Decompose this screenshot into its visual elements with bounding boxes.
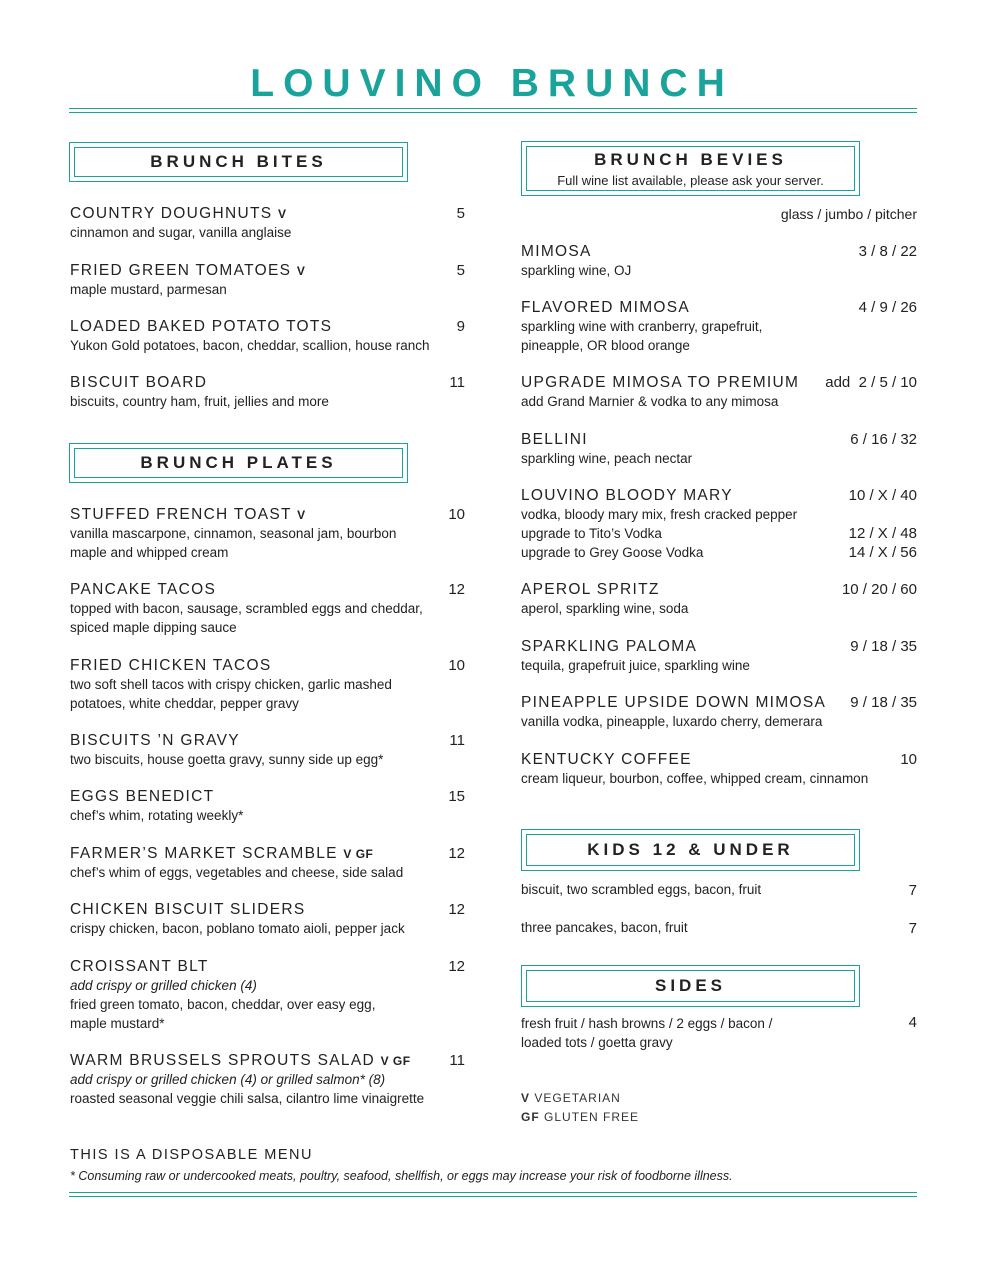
item-name: SPARKLING PALOMA [521,638,698,655]
item-price: 5 [456,205,465,222]
menu-item [70,581,423,637]
brunch-bevies-title: BRUNCH BEVIES [594,149,787,169]
item-price: 4 / 9 / 26 [858,299,917,316]
legend-code: GF [521,1110,540,1124]
item-name: CHICKEN BISCUIT SLIDERS [70,901,306,918]
footer-rule-top [69,1192,917,1193]
item-name: LOADED BAKED POTATO TOTS [70,318,333,335]
item-desc: two soft shell tacos with crispy chicken, garlic mashed [70,677,392,692]
drink-item [521,751,868,788]
title-rule-top [69,108,917,109]
item-name: WARM BRUSSELS SPROUTS SALAD [70,1052,375,1069]
item-price: 12 [448,845,465,862]
item-price: add 2 / 5 / 10 [825,374,917,391]
item-desc: fried green tomato, bacon, cheddar, over easy egg, [70,997,376,1012]
item-name: APEROL SPRITZ [521,581,660,598]
item-price: 9 [456,318,465,335]
item-price: 3 / 8 / 22 [858,243,917,260]
sides-header [521,965,860,1007]
menu-item [70,958,375,1033]
item-desc: chef’s whim, rotating weekly* [70,808,244,823]
item-price: 11 [449,732,465,749]
item-desc: sparkling wine, peach nectar [521,451,693,466]
menu-item [70,318,430,355]
item-name: UPGRADE MIMOSA TO PREMIUM [521,374,800,391]
legend-label: VEGETARIAN [534,1091,621,1105]
item-price: 15 [448,788,465,805]
item-price: 5 [456,262,465,279]
item-price: 9 / 18 / 35 [850,694,917,711]
item-name: BISCUIT BOARD [70,374,208,391]
item-desc: vanilla mascarpone, cinnamon, seasonal jam, bourbon [70,526,397,541]
menu-item [70,1052,424,1108]
item-name: EGGS BENEDICT [70,788,215,805]
kids-header [521,829,860,871]
item-desc: topped with bacon, sausage, scrambled eggs and cheddar, [70,601,423,616]
menu-item [70,901,405,938]
drink-item [521,487,797,562]
size-header: glass / jumbo / pitcher [780,206,917,222]
item-price: 10 / 20 / 60 [841,581,917,598]
kids-title: KIDS 12 & UNDER [587,840,794,859]
drink-item [521,243,631,280]
legend-label: GLUTEN FREE [544,1110,640,1124]
legend-vegetarian [521,1091,621,1105]
item-desc: cinnamon and sugar, vanilla anglaise [70,225,292,240]
menu-item [70,845,403,882]
item-desc: maple mustard* [70,1016,165,1031]
diet-tag: V [277,207,287,221]
item-desc: spiced maple dipping sauce [70,620,237,635]
item-name: CROISSANT BLT [70,958,209,975]
item-name: STUFFED FRENCH TOAST [70,506,292,523]
item-name: MIMOSA [521,243,592,260]
item-name: PANCAKE TACOS [70,581,217,598]
item-price: 6 / 16 / 32 [850,431,917,448]
sides-item [521,1014,772,1052]
diet-tag: V [296,264,306,278]
item-desc: roasted seasonal veggie chili salsa, cilantro lime vinaigrette [70,1091,425,1106]
food-safety-note: * Consuming raw or undercooked meats, poultry, seafood, shellfish, or eggs may increase your risk of foodborne illness. [70,1169,733,1183]
kids-item-price: 7 [908,920,917,937]
brunch-bevies-header [521,141,860,196]
item-name: BISCUITS ’N GRAVY [70,732,240,749]
item-desc: vodka, bloody mary mix, fresh cracked pepper [521,507,798,522]
footer-rule-bottom [69,1196,917,1197]
item-price: 11 [449,374,465,391]
brunch-plates-title: BRUNCH PLATES [140,453,337,472]
menu-item [70,506,396,562]
item-desc: sparkling wine, OJ [521,263,632,278]
menu-item [70,262,305,299]
item-name: FLAVORED MIMOSA [521,299,691,316]
item-desc: two biscuits, house goetta gravy, sunny side up egg* [70,752,384,767]
item-name: FRIED GREEN TOMATOES [70,262,292,279]
sides-desc: loaded tots / goetta gravy [521,1035,673,1050]
drink-item [521,299,762,355]
item-desc: aperol, sparkling wine, soda [521,601,689,616]
upgrade-label: upgrade to Tito’s Vodka [521,526,662,541]
legend-gluten-free [521,1110,639,1124]
item-desc: sparkling wine with cranberry, grapefruit, [521,319,763,334]
item-name: KENTUCKY COFFEE [521,751,692,768]
title-rule-bottom [69,112,917,113]
wine-list-note: Full wine list available, please ask your server. [557,172,824,188]
item-name: LOUVINO BLOODY MARY [521,487,733,504]
item-price: 12 [448,958,465,975]
upgrade-price: 12 / X / 48 [848,525,917,542]
item-desc: chef’s whim of eggs, vegetables and cheese, side salad [70,865,404,880]
item-desc: pineapple, OR blood orange [521,338,690,353]
item-addon: add crispy or grilled chicken (4) [70,978,257,993]
menu-item [70,732,383,769]
item-price: 10 [900,751,917,768]
item-price: 10 / X / 40 [848,487,917,504]
item-name: BELLINI [521,431,588,448]
kids-item-desc: three pancakes, bacon, fruit [521,920,688,935]
item-price: 12 [448,901,465,918]
upgrade-label: upgrade to Grey Goose Vodka [521,545,704,560]
item-desc: maple and whipped cream [70,545,229,560]
menu-item [70,788,243,825]
item-name: FARMER’S MARKET SCRAMBLE [70,845,338,862]
item-name: COUNTRY DOUGHNUTS [70,205,273,222]
drink-item [521,581,688,618]
item-price: 10 [448,506,465,523]
drink-item [521,431,692,468]
brunch-bites-title: BRUNCH BITES [150,152,327,171]
sides-desc: fresh fruit / hash browns / 2 eggs / bacon / [521,1016,773,1031]
sides-title: SIDES [654,976,727,995]
diet-tag: V [297,508,306,522]
item-name: PINEAPPLE UPSIDE DOWN MIMOSA [521,694,827,711]
sides-price: 4 [908,1014,917,1031]
menu-item [70,657,392,713]
item-desc: cream liqueur, bourbon, coffee, whipped cream, cinnamon [521,771,869,786]
upgrade-price: 14 / X / 56 [848,544,917,561]
item-price: 12 [448,581,465,598]
diet-tag: V GF [343,847,374,861]
item-desc: Yukon Gold potatoes, bacon, cheddar, scallion, house ranch [70,338,430,353]
kids-item-price: 7 [908,882,917,899]
item-desc: potatoes, white cheddar, pepper gravy [70,696,299,711]
item-addon: add crispy or grilled chicken (4) or grilled salmon* (8) [70,1072,386,1087]
drink-item [521,694,826,731]
menu-item [70,205,291,242]
menu-title: LOUVINO BRUNCH [250,62,734,105]
brunch-bites-header [69,142,408,182]
item-price: 9 / 18 / 35 [850,638,917,655]
item-desc: biscuits, country ham, fruit, jellies and more [70,394,329,409]
menu-item [70,374,329,411]
item-price: 10 [448,657,465,674]
disposable-menu-note: THIS IS A DISPOSABLE MENU [70,1147,313,1163]
diet-tag: V GF [380,1054,411,1068]
drink-item [521,638,750,675]
brunch-plates-header [69,443,408,483]
item-price: 11 [449,1052,465,1069]
item-desc: tequila, grapefruit juice, sparkling wine [521,658,750,673]
item-desc: maple mustard, parmesan [70,282,227,297]
item-name: FRIED CHICKEN TACOS [70,657,272,674]
item-desc: crispy chicken, bacon, poblano tomato aioli, pepper jack [70,921,405,936]
item-desc: vanilla vodka, pineapple, luxardo cherry, demerara [521,714,823,729]
legend-code: V [521,1091,531,1105]
item-desc: add Grand Marnier & vodka to any mimosa [521,394,779,409]
kids-item-desc: biscuit, two scrambled eggs, bacon, fruit [521,882,762,897]
drink-item [521,374,799,411]
